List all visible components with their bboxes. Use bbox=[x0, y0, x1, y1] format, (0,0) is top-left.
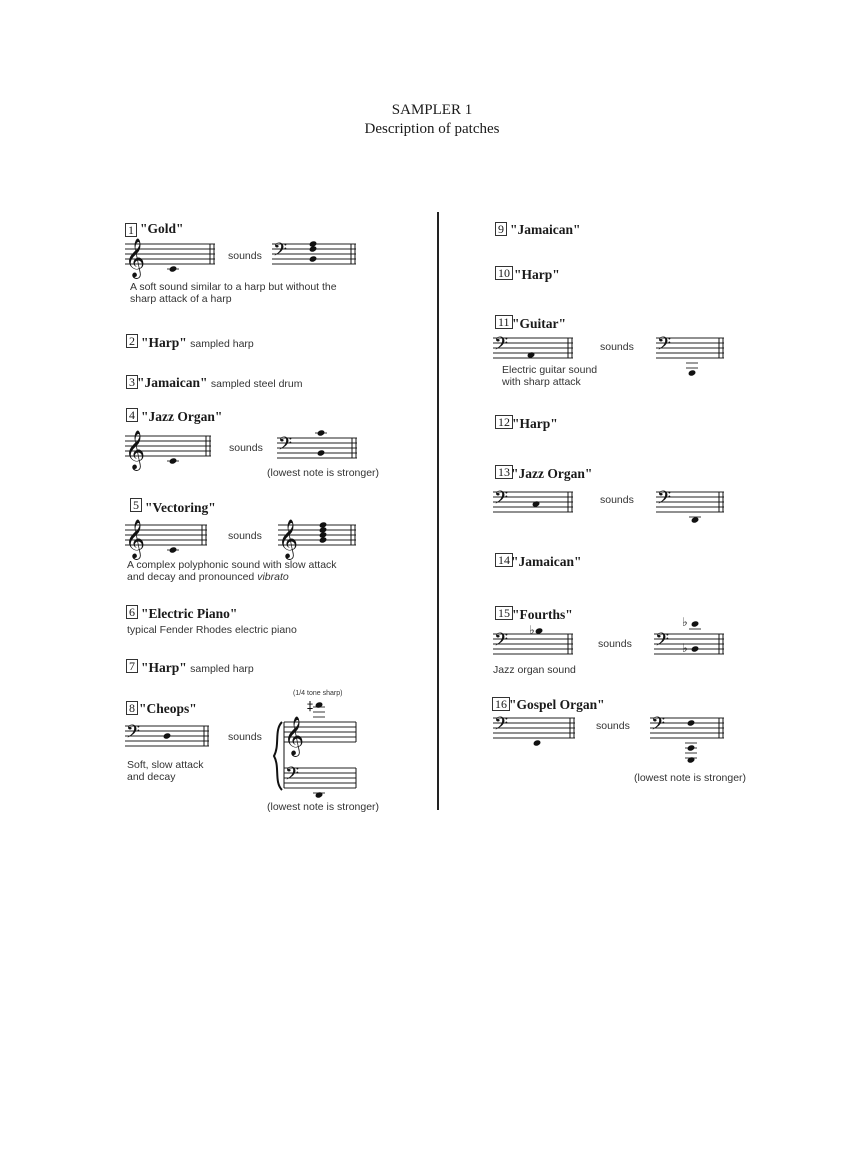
patch-number: 5 bbox=[130, 498, 142, 512]
bass-clef-icon: 𝄢 bbox=[273, 240, 288, 265]
bass-clef-icon: 𝄢 bbox=[494, 714, 509, 739]
patch-name-line bbox=[141, 660, 254, 676]
patch-number: 3 bbox=[126, 375, 138, 389]
quarter-tone-sharp-icon: ‡ bbox=[307, 699, 313, 713]
bass-clef-icon: 𝄢 bbox=[126, 722, 141, 747]
patch-name: "Harp" bbox=[514, 267, 560, 282]
patch-name: "Gold" bbox=[140, 221, 184, 236]
flat-icon: ♭ bbox=[682, 615, 688, 629]
sounds-label: sounds bbox=[228, 250, 262, 262]
patch-note: (lowest note is stronger) bbox=[634, 772, 747, 784]
staff-sounding bbox=[277, 434, 359, 468]
treble-clef-icon: 𝄞 bbox=[278, 519, 299, 559]
patch-name: "Jamaican" bbox=[510, 222, 581, 237]
flat-icon: ♭ bbox=[529, 623, 535, 637]
patch-number: 7 bbox=[126, 659, 138, 673]
staff-sounding bbox=[650, 714, 726, 766]
patch-name: "Gospel Organ" bbox=[509, 697, 605, 712]
patch-description: A complex polyphonic sound with slow attack bbox=[127, 559, 337, 571]
staff-sounding bbox=[272, 240, 358, 274]
bass-clef-icon: 𝄢 bbox=[278, 434, 293, 459]
bass-clef-icon: 𝄢 bbox=[657, 488, 672, 513]
staff-played bbox=[125, 238, 217, 278]
bass-clef-icon: 𝄢 bbox=[655, 630, 670, 655]
treble-clef-icon: 𝄞 bbox=[284, 716, 305, 756]
patch-number: 14 bbox=[495, 553, 513, 567]
page-title: SAMPLER 1 bbox=[391, 102, 473, 118]
patch-number: 10 bbox=[495, 266, 513, 280]
grand-staff-sounding bbox=[272, 700, 362, 800]
patch-description-2: and decay and pronounced vibrato bbox=[127, 571, 289, 583]
staff-sounding bbox=[656, 488, 726, 526]
patch-inline-description: sampled harp bbox=[190, 338, 254, 350]
patch-name: "Jamaican" bbox=[137, 375, 208, 390]
sounds-label: sounds bbox=[229, 442, 263, 454]
patch-name: "Jazz Organ" bbox=[141, 409, 223, 424]
patch-number: 15 bbox=[495, 606, 513, 620]
staff-played bbox=[125, 430, 213, 470]
page-subtitle: Description of patches bbox=[364, 121, 500, 137]
staff-sounding bbox=[278, 519, 358, 559]
treble-clef-icon: 𝄞 bbox=[125, 238, 146, 278]
patch-description: Jazz organ sound bbox=[493, 664, 576, 676]
treble-clef-icon: 𝄞 bbox=[125, 430, 146, 470]
patch-name: "Electric Piano" bbox=[141, 606, 238, 621]
patch-name: "Guitar" bbox=[512, 316, 566, 331]
sounds-label: sounds bbox=[598, 638, 632, 650]
sounds-label: sounds bbox=[600, 341, 634, 353]
bass-clef-icon: 𝄢 bbox=[285, 764, 300, 789]
staff-played bbox=[493, 714, 577, 748]
staff-played bbox=[125, 519, 209, 559]
patch-name: "Fourths" bbox=[512, 607, 573, 622]
staff-sounding bbox=[656, 334, 726, 378]
patch-description: typical Fender Rhodes electric piano bbox=[127, 624, 297, 636]
patch-name: "Jamaican" bbox=[511, 554, 582, 569]
patch-inline-description: sampled steel drum bbox=[210, 378, 303, 390]
quarter-tone-annotation: (1/4 tone sharp) bbox=[293, 690, 343, 697]
patch-description: Soft, slow attack bbox=[127, 759, 204, 771]
flat-icon: ♭ bbox=[682, 641, 688, 655]
sounds-label: sounds bbox=[596, 720, 630, 732]
bass-clef-icon: 𝄢 bbox=[494, 334, 509, 359]
patch-description-2: and decay bbox=[127, 771, 176, 783]
patch-inline-description: sampled harp bbox=[190, 663, 254, 675]
patch-name: "Jazz Organ" bbox=[511, 466, 593, 481]
patch-description-2: sharp attack of a harp bbox=[130, 293, 232, 305]
patch-number: 11 bbox=[495, 315, 513, 329]
patch-name: "Cheops" bbox=[139, 701, 197, 716]
bass-clef-icon: 𝄢 bbox=[494, 488, 509, 513]
staff-played bbox=[125, 722, 211, 756]
patch-number: 2 bbox=[126, 334, 138, 348]
bass-clef-icon: 𝄢 bbox=[657, 334, 672, 359]
patch-number: 4 bbox=[126, 408, 138, 422]
patch-description-2: with sharp attack bbox=[502, 376, 581, 388]
patch-number: 6 bbox=[126, 605, 138, 619]
column-divider bbox=[437, 212, 439, 810]
patch-number: 8 bbox=[126, 701, 138, 715]
bass-clef-icon: 𝄢 bbox=[651, 714, 666, 739]
patch-name: "Harp" bbox=[141, 660, 187, 675]
note-head bbox=[169, 265, 178, 272]
patch-name: "Vectoring" bbox=[145, 500, 216, 515]
patch-name: "Harp" bbox=[512, 416, 558, 431]
sounds-label: sounds bbox=[228, 530, 262, 542]
vibrato-text: vibrato bbox=[257, 571, 289, 583]
staff-sounding bbox=[654, 615, 726, 664]
patch-description: A soft sound similar to a harp but without the bbox=[130, 281, 337, 293]
patch-number: 16 bbox=[492, 697, 510, 711]
patch-note: (lowest note is stronger) bbox=[267, 801, 380, 813]
staff-played bbox=[493, 488, 575, 522]
sounds-label: sounds bbox=[600, 494, 634, 506]
bass-clef-icon: 𝄢 bbox=[494, 630, 509, 655]
page-header bbox=[0, 101, 864, 139]
treble-clef-icon: 𝄞 bbox=[125, 519, 146, 559]
patch-number: 13 bbox=[495, 465, 513, 479]
patch-number: 9 bbox=[495, 222, 507, 236]
patch-name-line bbox=[137, 375, 303, 391]
staff-played bbox=[493, 623, 575, 664]
patch-name: "Harp" bbox=[141, 335, 187, 350]
patch-number: 12 bbox=[495, 415, 513, 429]
patch-description: Electric guitar sound bbox=[502, 364, 598, 376]
sounds-label: sounds bbox=[228, 731, 262, 743]
patch-number: 1 bbox=[125, 223, 137, 237]
patch-name-line bbox=[141, 335, 254, 351]
patch-note: (lowest note is stronger) bbox=[267, 467, 380, 479]
